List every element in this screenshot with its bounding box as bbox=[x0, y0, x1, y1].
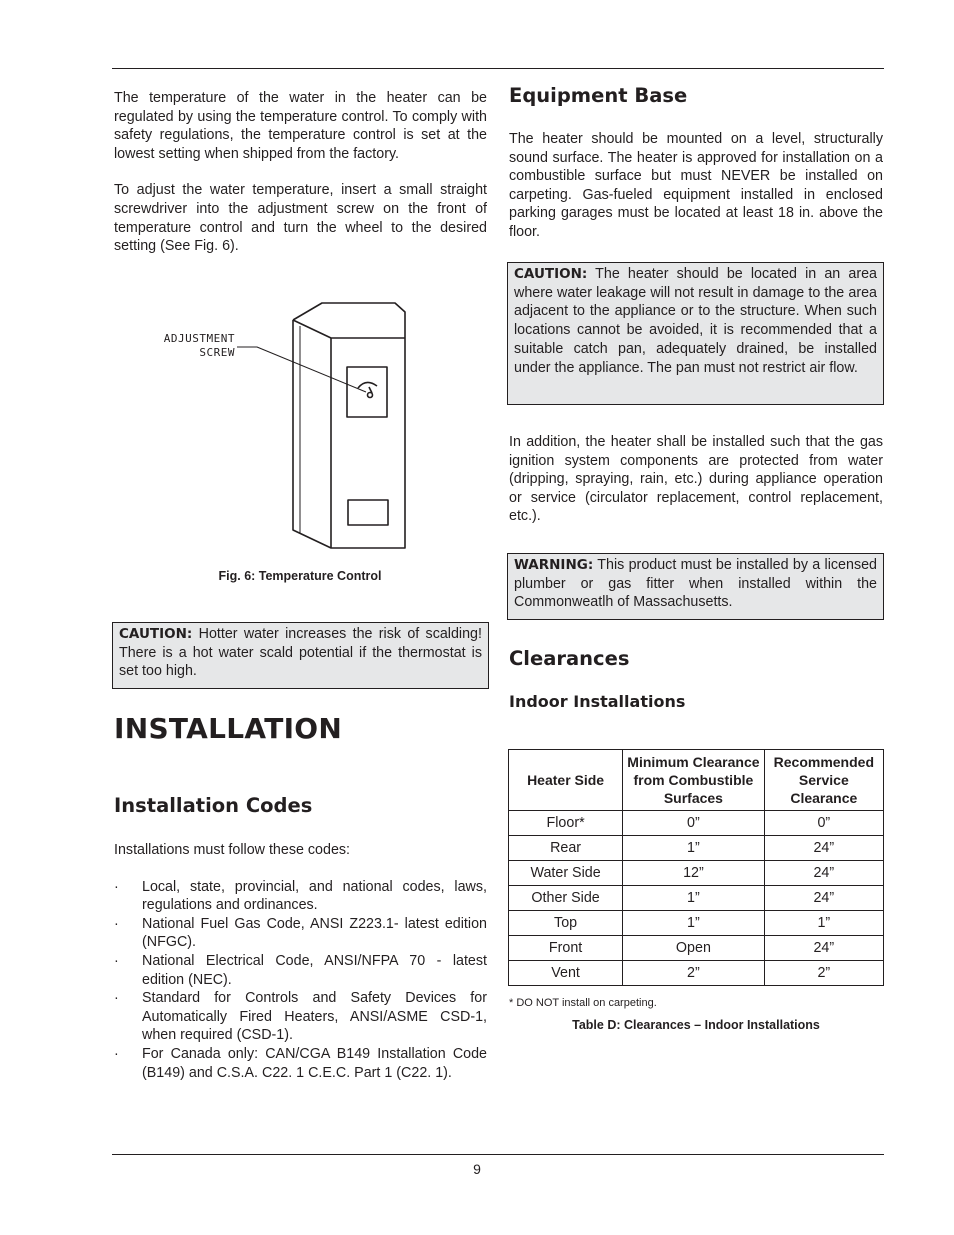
bottom-rule bbox=[112, 1154, 884, 1155]
code-item bbox=[114, 878, 487, 915]
equipment-base-heading: Equipment Base bbox=[509, 84, 688, 107]
table-cell: Water Side bbox=[509, 861, 623, 886]
code-item bbox=[114, 1045, 487, 1082]
code-text: Local, state, provincial, and national codes, laws, regulations and ordinances. bbox=[142, 878, 487, 914]
indoor-installations-heading: Indoor Installations bbox=[509, 692, 686, 711]
adjustment-label-line2: SCREW bbox=[199, 346, 235, 359]
ignition-paragraph: In addition, the heater shall be installed such that the gas ignition system components are protected from water (dripping, spraying, rain, etc.) during appliance operation or service (circulator replacement, control replacement, etc.). bbox=[509, 434, 883, 525]
table-header-row bbox=[509, 750, 884, 811]
warning-text bbox=[514, 556, 877, 612]
adjust-paragraph: To adjust the water temperature, insert a small straight screwdriver into the adjustment screw on the front of temperature control and turn the wheel to the desired setting (See Fig. 6). bbox=[114, 182, 487, 255]
caution-box-scald bbox=[112, 622, 489, 689]
caution-leakage-body: The heater should be located in an area where water leakage will not result in damage to the area adjacent to the appliance or to the structure. When such locations cannot be avoided, it is recommended that a suitable catch pan, adequately drained, be installed under the appliance. The pan must not restrict air flow. bbox=[514, 266, 877, 376]
warning-box bbox=[507, 553, 884, 620]
header-heater-side: Heater Side bbox=[509, 750, 623, 811]
codes-list bbox=[114, 878, 487, 1083]
code-text: For Canada only: CAN/CGA B149 Installation Code (B149) and C.S.A. C22. 1 C.E.C. Part 1 (C22. 1). bbox=[142, 1045, 487, 1081]
clearances-table bbox=[508, 749, 884, 986]
bullet: · bbox=[114, 952, 119, 969]
left-column bbox=[114, 89, 487, 256]
table-cell: Top bbox=[509, 911, 623, 936]
caution-keyword: CAUTION: bbox=[514, 266, 588, 282]
header-minimum-clearance: Minimum Clearance from Combustible Surfaces bbox=[623, 750, 764, 811]
table-cell: Front bbox=[509, 936, 623, 961]
table-row bbox=[509, 911, 884, 936]
bullet: · bbox=[114, 915, 119, 932]
code-text: Standard for Controls and Safety Devices for Automatically Fired Heaters, ANSI/ASME CSD-1, when required (CSD-1). bbox=[142, 990, 487, 1044]
table-cell: 1” bbox=[623, 886, 764, 911]
code-item bbox=[114, 989, 487, 1045]
table-row bbox=[509, 961, 884, 986]
ignition-section bbox=[509, 433, 883, 526]
codes-intro: Installations must follow these codes: bbox=[114, 842, 351, 858]
table-cell: 1” bbox=[623, 911, 764, 936]
caution-leakage-text bbox=[514, 265, 877, 377]
table-cell: 2” bbox=[764, 961, 883, 986]
table-cell: 24” bbox=[764, 836, 883, 861]
table-cell: Open bbox=[623, 936, 764, 961]
table-cell: 1” bbox=[623, 836, 764, 861]
table-cell: Floor* bbox=[509, 811, 623, 836]
table-row bbox=[509, 886, 884, 911]
caution-keyword: CAUTION: bbox=[119, 626, 193, 642]
code-text: National Electrical Code, ANSI/NFPA 70 - latest edition (NEC). bbox=[142, 952, 487, 988]
temperature-paragraph: The temperature of the water in the heater can be regulated by using the temperature control. To comply with safety regulations, the temperature control is set at the lowest setting when shipped from the factory. bbox=[114, 90, 487, 162]
table-row bbox=[509, 936, 884, 961]
equipment-paragraph: The heater should be mounted on a level, structurally sound surface. The heater is approved for installation on a combustible surface but must NEVER be installed on carpeting. Gas-fueled equipment installed in enclosed parking garages must be located at least 18 in. above the floor. bbox=[509, 131, 883, 240]
figure-caption: Fig. 6: Temperature Control bbox=[218, 569, 382, 583]
table-cell: Vent bbox=[509, 961, 623, 986]
table-cell: 24” bbox=[764, 861, 883, 886]
table-row bbox=[509, 811, 884, 836]
code-item bbox=[114, 915, 487, 952]
header-recommended-clearance: Recommended Service Clearance bbox=[764, 750, 883, 811]
caution-scald-text bbox=[119, 625, 482, 681]
table-row bbox=[509, 861, 884, 886]
code-item bbox=[114, 952, 487, 989]
table-cell: 2” bbox=[623, 961, 764, 986]
top-rule bbox=[112, 68, 884, 69]
bullet: · bbox=[114, 990, 119, 1007]
codes-section bbox=[114, 841, 487, 1082]
table-cell: 24” bbox=[764, 936, 883, 961]
table-cell: 0” bbox=[623, 811, 764, 836]
warning-keyword: WARNING: bbox=[514, 557, 594, 573]
table-cell: Other Side bbox=[509, 886, 623, 911]
adjustment-label-line1: ADJUSTMENT bbox=[163, 332, 235, 345]
equipment-section bbox=[509, 130, 883, 242]
table-footnote: * DO NOT install on carpeting. bbox=[509, 997, 657, 1009]
table-caption: Table D: Clearances – Indoor Installations bbox=[572, 1018, 820, 1032]
clearances-heading: Clearances bbox=[509, 647, 630, 670]
table-cell: Rear bbox=[509, 836, 623, 861]
caution-scald-body: Hotter water increases the risk of scalding! There is a hot water scald potential if the thermostat is set too high. bbox=[119, 626, 482, 680]
table-cell: 12” bbox=[623, 861, 764, 886]
table-cell: 1” bbox=[764, 911, 883, 936]
warning-body: This product must be installed by a licensed plumber or gas fitter when installed within the Commonweatlh of Massachusetts. bbox=[514, 557, 877, 611]
table-row bbox=[509, 836, 884, 861]
bullet: · bbox=[114, 1045, 119, 1062]
caution-box-leakage bbox=[507, 262, 884, 405]
temperature-control-figure bbox=[150, 300, 420, 555]
page-number: 9 bbox=[473, 1161, 481, 1177]
code-text: National Fuel Gas Code, ANSI Z223.1- latest edition (NFGC). bbox=[142, 915, 487, 951]
installation-title: INSTALLATION bbox=[114, 712, 343, 745]
bullet: · bbox=[114, 878, 119, 895]
table-cell: 24” bbox=[764, 886, 883, 911]
table-cell: 0” bbox=[764, 811, 883, 836]
installation-codes-heading: Installation Codes bbox=[114, 794, 313, 817]
